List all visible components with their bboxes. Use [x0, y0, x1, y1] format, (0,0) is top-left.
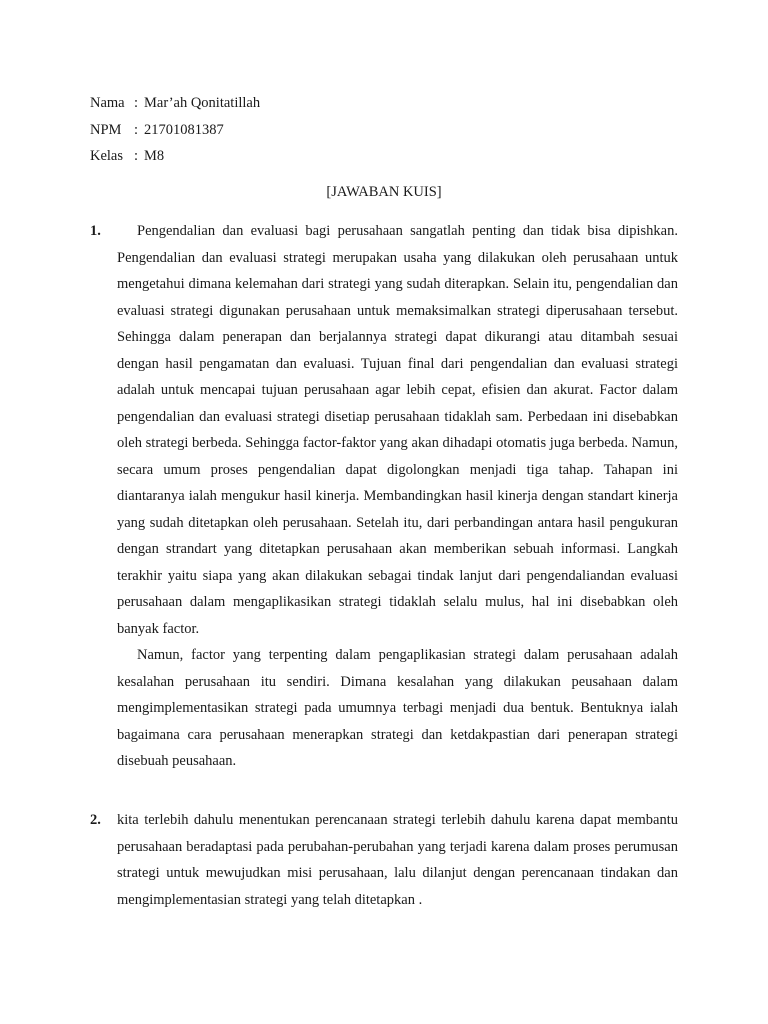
answer-paragraph: Namun, factor yang terpenting dalam pengaplikasian strategi dalam perusahaan adalah kesalahan perusahaan itu sendiri. Dimana kesalahan yang dilakukan peusahaan dalam mengimplementasikan strategi pada umumnya terbagi menjadi dua bentuk. Bentuknya ialah bagaimana cara perusahaan menerapkan strategi dan ketdakpastian dari penerapan strategi disebuah peusahaan. [117, 647, 678, 769]
document-title: [JAWABAN KUIS] [326, 184, 442, 200]
answer-paragraph: Pengendalian dan evaluasi bagi perusahaan sangatlah penting dan tidak bisa dipishkan. Pengendalian dan evaluasi strategi merupakan usaha yang dilakukan oleh perusahaan untuk mengetahui dimana kelemahan dari strategi yang sudah diterapkan. Selain itu, pengendalian dan evaluasi strategi digunakan perusahaan untuk memaksimalkan strategi diperusahaan tersebut. Sehingga dalam penerapan dan berjalannya strategi dapat dikurangi atau ditambah sesuai dengan hasil pengamatan dan evaluasi. Tujuan final dari pengendalian dan evaluasi strategi adalah untuk mencapai tujuan perusahaan agar lebih cepat, efisien dan akurat. Factor dalam pengendalian dan evaluasi strategi disetiap perusahaan tidaklah sam. Perbedaan ini disebabkan oleh strategi berbeda. Sehingga factor-faktor yang akan dihadapi otomatis juga berbeda. Namun, secara umum proses pengendalian dapat digolongkan menjadi tiga tahap. Tahapan ini diantaranya ialah mengukur hasil kinerja. Membandingkan hasil kinerja dengan standart kinerja yang sudah ditetapkan oleh perusahaan. Setelah itu, dari perbandingan antara hasil pengukuran dengan strandart yang ditetapkan perusahaan akan memberikan sebuah informasi. Langkah terakhir yaitu siapa yang akan dilakukan sebagai tindak lanjut dari pengendaliandan evaluasi perusahaan dalam mengaplikasikan strategi tidaklah selalu mulus, hal ini disebabkan oleh banyak factor. [117, 223, 678, 637]
answer-number: 2. [90, 812, 101, 828]
class-value: M8 [144, 148, 165, 164]
name-value: Mar’ah Qonitatillah [144, 95, 261, 111]
name-separator: : [134, 95, 139, 111]
answer-body [117, 807, 678, 913]
class-row [90, 143, 260, 170]
name-row [90, 90, 260, 117]
name-label: Nama [90, 95, 125, 111]
npm-label: NPM [90, 121, 122, 138]
npm-value: 21701081387 [144, 121, 224, 138]
class-separator: : [134, 148, 139, 164]
answer-body [117, 218, 678, 775]
answer-number: 1. [90, 223, 101, 239]
student-info [90, 90, 260, 170]
answer-item-2 [90, 807, 678, 913]
npm-row [90, 117, 260, 144]
answer-item-1 [90, 218, 678, 775]
answer-paragraph: kita terlebih dahulu menentukan perencanaan strategi terlebih dahulu karena dapat membantu perusahaan beradaptasi pada perubahan-perubahan yang terjadi karena dalam proses perumusan strategi untuk mewujudkan misi perusahaan, lalu dilanjut dengan perencanaan tindakan dan mengimplementasian strategi yang telah ditetapkan . [117, 812, 678, 908]
class-label: Kelas [90, 148, 124, 164]
npm-separator: : [134, 121, 139, 138]
